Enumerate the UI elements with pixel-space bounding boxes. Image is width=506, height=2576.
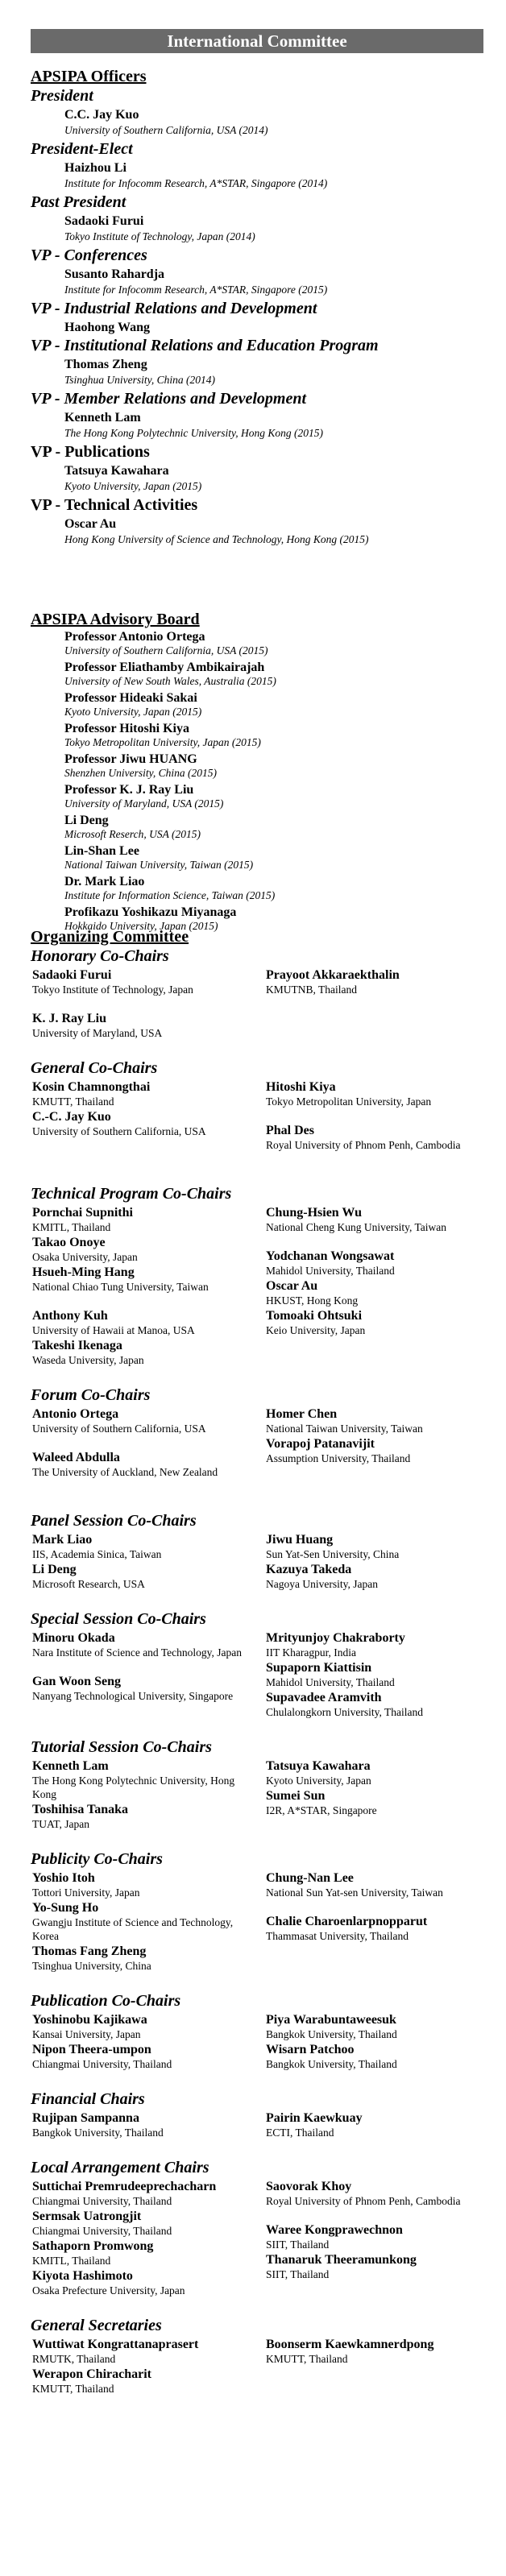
advisory-name: Professor Hideaki Sakai xyxy=(64,691,197,705)
committee-member-name: Kosin Chamnongthai xyxy=(32,1080,151,1094)
committee-member-name: Piya Warabuntaweesuk xyxy=(266,2013,396,2027)
committee-member-name: Werapon Chiracharit xyxy=(32,2367,151,2381)
officer-name: Oscar Au xyxy=(64,517,117,531)
committee-member-name: Minoru Okada xyxy=(32,1631,115,1645)
committee-member-name: Mark Liao xyxy=(32,1533,93,1547)
committee-subhead: Forum Co-Chairs xyxy=(31,1386,151,1404)
committee-member-affiliation: National Cheng Kung University, Taiwan xyxy=(266,1221,447,1233)
committee-member-name: Yoshinobu Kajikawa xyxy=(32,2013,147,2027)
committee-member-name: Thanaruk Theeramunkong xyxy=(266,2253,417,2267)
officer-name: Kenneth Lam xyxy=(64,411,141,425)
committee-member-name: Pairin Kaewkuay xyxy=(266,2111,363,2125)
committee-member-name: Wuttiwat Kongrattanaprasert xyxy=(32,2338,199,2351)
committee-member-affiliation: Chiangmai University, Thailand xyxy=(32,2058,172,2070)
officer-name: Haohong Wang xyxy=(64,321,150,334)
officer-affiliation: Tokyo Institute of Technology, Japan (2014) xyxy=(64,230,255,242)
committee-member-name: Hsueh-Ming Hang xyxy=(32,1265,135,1279)
officer-name: Tatsuya Kawahara xyxy=(64,464,169,478)
committee-member-affiliation: Waseda University, Japan xyxy=(32,1354,144,1366)
committee-subhead: Publication Co-Chairs xyxy=(31,1992,181,2010)
officer-role: VP - Publications xyxy=(31,443,150,461)
committee-member-affiliation: The Hong Kong Polytechnic University, Hong Kong xyxy=(32,1775,235,1800)
officer-role: President-Elect xyxy=(31,140,133,158)
committee-member-name: Thomas Fang Zheng xyxy=(32,1944,147,1958)
advisory-affiliation: Shenzhen University, China (2015) xyxy=(64,767,217,779)
committee-member-affiliation: IIT Kharagpur, India xyxy=(266,1646,357,1659)
committee-member-affiliation: Tokyo Institute of Technology, Japan xyxy=(32,984,193,996)
committee-member-name: Sadaoki Furui xyxy=(32,968,112,982)
committee-member-name: Prayoot Akkaraekthalin xyxy=(266,968,400,982)
committee-member-affiliation: University of Hawaii at Manoa, USA xyxy=(32,1324,195,1336)
committee-member-name: Kazuya Takeda xyxy=(266,1563,352,1576)
committee-member-name: Hitoshi Kiya xyxy=(266,1080,336,1094)
advisory-name: Professor K. J. Ray Liu xyxy=(64,783,194,797)
advisory-affiliation: Hokkaido University, Japan (2015) xyxy=(64,920,218,932)
committee-member-name: Mrityunjoy Chakraborty xyxy=(266,1631,405,1645)
committee-member-affiliation: Nanyang Technological University, Singapore xyxy=(32,1690,234,1702)
page-title: International Committee xyxy=(31,29,483,53)
committee-member-affiliation: KMUTNB, Thailand xyxy=(266,984,357,996)
committee-member-name: Vorapoj Patanavijit xyxy=(266,1437,375,1451)
committee-member-name: Chalie Charoenlarpnopparut xyxy=(266,1915,428,1928)
advisory-affiliation: University of Maryland, USA (2015) xyxy=(64,797,224,810)
committee-member-affiliation: IIS, Academia Sinica, Taiwan xyxy=(32,1548,162,1560)
committee-member-name: Tatsuya Kawahara xyxy=(266,1759,371,1773)
committee-member-name: Antonio Ortega xyxy=(32,1407,119,1421)
committee-member-affiliation: University of Southern California, USA xyxy=(32,1125,206,1137)
committee-member-affiliation: Royal University of Phnom Penh, Cambodia xyxy=(266,2195,461,2207)
committee-member-affiliation: Assumption University, Thailand xyxy=(266,1452,411,1464)
committee-member-affiliation: KMUTT, Thailand xyxy=(32,2383,114,2395)
officer-affiliation: Hong Kong University of Science and Technology, Hong Kong (2015) xyxy=(64,533,369,545)
officer-affiliation: The Hong Kong Polytechnic University, Hong Kong (2015) xyxy=(64,427,323,439)
committee-member-affiliation: Bangkok University, Thailand xyxy=(32,2127,164,2139)
advisory-affiliation: University of Southern California, USA (2015) xyxy=(64,644,268,656)
officer-name: C.C. Jay Kuo xyxy=(64,108,139,122)
committee-member-affiliation: TUAT, Japan xyxy=(32,1818,89,1830)
committee-member-affiliation: The University of Auckland, New Zealand xyxy=(32,1466,218,1478)
committee-member-affiliation: Bangkok University, Thailand xyxy=(266,2028,397,2040)
committee-member-affiliation: Chiangmai University, Thailand xyxy=(32,2225,172,2237)
committee-member-affiliation: National Taiwan University, Taiwan xyxy=(266,1423,423,1435)
officer-role: Past President xyxy=(31,193,126,211)
committee-member-name: Sumei Sun xyxy=(266,1789,326,1803)
officer-affiliation: Institute for Infocomm Research, A*STAR, Singapore (2014) xyxy=(64,177,328,189)
committee-member-affiliation: SIIT, Thailand xyxy=(266,2268,330,2280)
committee-member-name: Boonserm Kaewkamnerdpong xyxy=(266,2338,434,2351)
committee-member-name: Saovorak Khoy xyxy=(266,2180,352,2193)
committee-member-affiliation: University of Maryland, USA xyxy=(32,1027,163,1039)
committee-member-name: Chung-Hsien Wu xyxy=(266,1206,363,1220)
committee-member-affiliation: Tottori University, Japan xyxy=(32,1886,140,1899)
committee-member-name: Suttichai Premrudeeprechacharn xyxy=(32,2180,217,2193)
advisory-name: Profikazu Yoshikazu Miyanaga xyxy=(64,905,237,919)
committee-member-name: Waree Kongprawechnon xyxy=(266,2223,403,2237)
committee-member-affiliation: HKUST, Hong Kong xyxy=(266,1294,359,1307)
committee-member-affiliation: KMUTT, Thailand xyxy=(266,2353,348,2365)
advisory-name: Li Deng xyxy=(64,814,109,827)
committee-member-name: Takao Onoye xyxy=(32,1236,106,1249)
committee-member-affiliation: Osaka University, Japan xyxy=(32,1251,138,1263)
advisory-name: Professor Eliathamby Ambikairajah xyxy=(64,661,265,674)
officer-role: VP - Institutional Relations and Education Program xyxy=(31,337,379,354)
committee-subhead: Honorary Co-Chairs xyxy=(31,947,169,965)
committee-member-affiliation: University of Southern California, USA xyxy=(32,1423,206,1435)
committee-member-name: Homer Chen xyxy=(266,1407,338,1421)
officer-affiliation: University of Southern California, USA (2014) xyxy=(64,124,268,136)
committee-subhead: Panel Session Co-Chairs xyxy=(31,1512,197,1530)
committee-member-affiliation: Tokyo Metropolitan University, Japan xyxy=(266,1095,432,1108)
officer-role: VP - Technical Activities xyxy=(31,496,198,514)
committee-member-name: Nipon Theera-umpon xyxy=(32,2043,151,2056)
officer-affiliation: Tsinghua University, China (2014) xyxy=(64,374,216,386)
committee-member-affiliation: RMUTK, Thailand xyxy=(32,2353,116,2365)
committee-member-affiliation: Gwangju Institute of Science and Technology, Korea xyxy=(32,1916,234,1942)
committee-member-affiliation: Chiangmai University, Thailand xyxy=(32,2195,172,2207)
officer-affiliation: Institute for Infocomm Research, A*STAR, Singapore (2015) xyxy=(64,284,328,296)
officer-name: Haizhou Li xyxy=(64,161,126,175)
committee-subhead: Local Arrangement Chairs xyxy=(31,2159,209,2176)
committee-member-affiliation: Keio University, Japan xyxy=(266,1324,366,1336)
committee-member-name: Chung-Nan Lee xyxy=(266,1871,354,1885)
committee-member-affiliation: Mahidol University, Thailand xyxy=(266,1676,395,1688)
committee-member-name: Phal Des xyxy=(266,1124,314,1137)
committee-member-affiliation: National Sun Yat-sen University, Taiwan xyxy=(266,1886,443,1899)
committee-member-affiliation: Bangkok University, Thailand xyxy=(266,2058,397,2070)
advisory-name: Professor Jiwu HUANG xyxy=(64,752,197,766)
officer-role: VP - Member Relations and Development xyxy=(31,390,307,408)
committee-member-name: Yoshio Itoh xyxy=(32,1871,95,1885)
committee-member-name: Supavadee Aramvith xyxy=(266,1691,382,1704)
committee-member-affiliation: Microsoft Research, USA xyxy=(32,1578,145,1590)
advisory-affiliation: Kyoto University, Japan (2015) xyxy=(64,706,202,718)
committee-member-affiliation: Tsinghua University, China xyxy=(32,1960,151,1972)
committee-member-name: K. J. Ray Liu xyxy=(32,1012,107,1025)
committee-member-name: Toshihisa Tanaka xyxy=(32,1803,129,1816)
advisory-affiliation: Tokyo Metropolitan University, Japan (2015) xyxy=(64,736,261,748)
committee-member-affiliation: National Chiao Tung University, Taiwan xyxy=(32,1281,209,1293)
advisory-affiliation: National Taiwan University, Taiwan (2015) xyxy=(64,859,254,871)
committee-member-affiliation: ECTI, Thailand xyxy=(266,2127,334,2139)
committee-member-affiliation: Thammasat University, Thailand xyxy=(266,1930,409,1942)
advisory-name: Professor Hitoshi Kiya xyxy=(64,722,189,735)
committee-member-name: Supaporn Kiattisin xyxy=(266,1661,372,1675)
committee-member-affiliation: KMITL, Thailand xyxy=(32,2255,111,2267)
officer-name: Sadaoki Furui xyxy=(64,214,144,228)
officer-role: President xyxy=(31,87,93,105)
advisory-name: Professor Antonio Ortega xyxy=(64,630,205,644)
committee-member-affiliation: SIIT, Thailand xyxy=(266,2238,330,2251)
committee-member-name: Jiwu Huang xyxy=(266,1533,334,1547)
committee-member-name: Sathaporn Promwong xyxy=(32,2239,154,2253)
committee-member-name: Rujipan Sampanna xyxy=(32,2111,139,2125)
committee-member-name: Kiyota Hashimoto xyxy=(32,2269,133,2283)
committee-member-name: Yo-Sung Ho xyxy=(32,1901,99,1915)
committee-member-name: Gan Woon Seng xyxy=(32,1675,121,1688)
committee-member-name: Sermsak Uatrongjit xyxy=(32,2209,142,2223)
committee-subhead: Publicity Co-Chairs xyxy=(31,1850,163,1868)
committee-member-name: Yodchanan Wongsawat xyxy=(266,1249,395,1263)
committee-member-affiliation: Royal University of Phnom Penh, Cambodia xyxy=(266,1139,461,1151)
committee-subhead: General Co-Chairs xyxy=(31,1059,158,1077)
organizing-title: Organizing Committee xyxy=(31,928,189,946)
committee-member-name: Tomoaki Ohtsuki xyxy=(266,1309,363,1323)
committee-member-affiliation: Chulalongkorn University, Thailand xyxy=(266,1706,423,1718)
officer-role: VP - Conferences xyxy=(31,246,147,264)
committee-member-affiliation: KMITL, Thailand xyxy=(32,1221,111,1233)
committee-subhead: Tutorial Session Co-Chairs xyxy=(31,1738,212,1756)
committee-member-affiliation: Osaka Prefecture University, Japan xyxy=(32,2284,185,2296)
committee-member-name: Oscar Au xyxy=(266,1279,318,1293)
committee-member-affiliation: Nagoya University, Japan xyxy=(266,1578,378,1590)
committee-member-name: Kenneth Lam xyxy=(32,1759,109,1773)
committee-member-name: Anthony Kuh xyxy=(32,1309,108,1323)
committee-member-affiliation: KMUTT, Thailand xyxy=(32,1095,114,1108)
committee-member-affiliation: I2R, A*STAR, Singapore xyxy=(266,1804,377,1816)
committee-member-name: C.-C. Jay Kuo xyxy=(32,1110,111,1124)
committee-member-name: Wisarn Patchoo xyxy=(266,2043,355,2056)
committee-member-name: Li Deng xyxy=(32,1563,77,1576)
committee-member-name: Pornchai Supnithi xyxy=(32,1206,133,1220)
committee-member-affiliation: Kyoto University, Japan xyxy=(266,1775,371,1787)
officer-name: Susanto Rahardja xyxy=(64,267,165,281)
committee-member-name: Takeshi Ikenaga xyxy=(32,1339,122,1352)
committee-subhead: Financial Chairs xyxy=(31,2090,145,2108)
officers-title: APSIPA Officers xyxy=(31,68,147,85)
committee-member-affiliation: Nara Institute of Science and Technology, Japan xyxy=(32,1646,242,1659)
advisory-name: Lin-Shan Lee xyxy=(64,844,139,858)
committee-subhead: Technical Program Co-Chairs xyxy=(31,1185,232,1203)
committee-member-affiliation: Mahidol University, Thailand xyxy=(266,1265,395,1277)
advisory-affiliation: University of New South Wales, Australia (2015) xyxy=(64,675,276,687)
advisory-title: APSIPA Advisory Board xyxy=(31,611,200,628)
advisory-name: Dr. Mark Liao xyxy=(64,875,145,888)
advisory-affiliation: Institute for Information Science, Taiwan (2015) xyxy=(64,889,276,901)
committee-member-affiliation: Sun Yat-Sen University, China xyxy=(266,1548,400,1560)
committee-subhead: General Secretaries xyxy=(31,2317,162,2334)
officer-name: Thomas Zheng xyxy=(64,358,147,371)
committee-member-affiliation: Kansai University, Japan xyxy=(32,2028,141,2040)
advisory-affiliation: Microsoft Reserch, USA (2015) xyxy=(64,828,201,840)
committee-subhead: Special Session Co-Chairs xyxy=(31,1610,206,1628)
officer-affiliation: Kyoto University, Japan (2015) xyxy=(64,480,202,492)
committee-member-name: Waleed Abdulla xyxy=(32,1451,120,1464)
officer-role: VP - Industrial Relations and Development xyxy=(31,300,317,317)
